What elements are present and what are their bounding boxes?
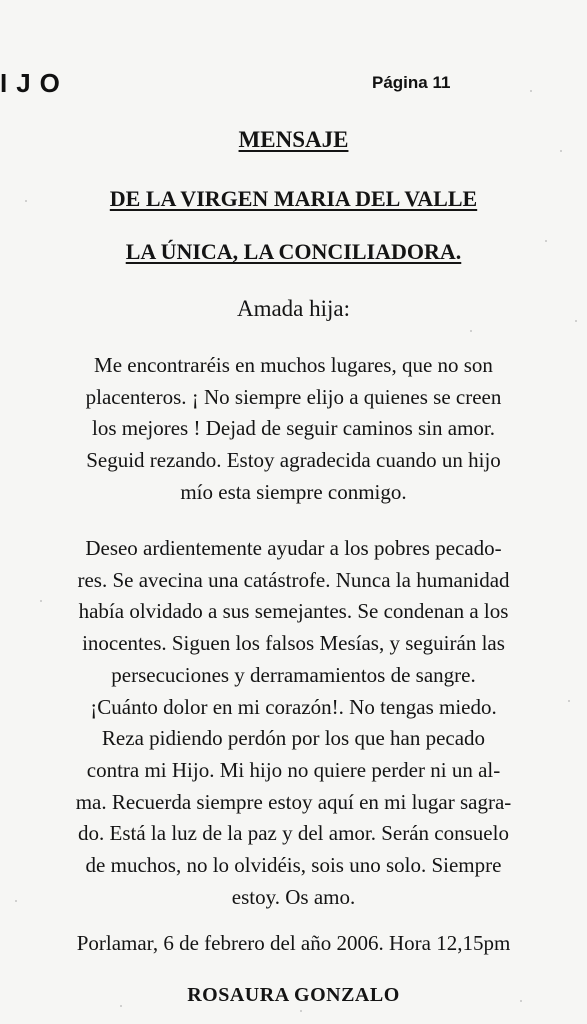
paragraph-line: ma. Recuerda siempre estoy aquí en mi lugar sagra- — [75, 789, 512, 814]
paragraph-line: persecuciones y derramamientos de sangre. — [111, 662, 476, 687]
title-conciliadora: LA ÚNICA, LA CONCILIADORA. — [125, 239, 462, 264]
paragraph-line: había olvidado a sus semejantes. Se condenan a los — [78, 599, 509, 624]
paragraph-line: estoy. Os amo. — [231, 884, 356, 909]
title-mensaje: MENSAJE — [238, 127, 349, 152]
paragraph-line: contra mi Hijo. Mi hijo no quiere perder ni un al- — [86, 757, 501, 782]
paragraph-line: Deseo ardientemente ayudar a los pobres pecado- — [85, 536, 502, 560]
page-number: Página 11 — [372, 73, 451, 92]
author-signature: ROSAURA GONZALO — [187, 984, 400, 1006]
title-virgen: DE LA VIRGEN MARIA DEL VALLE — [109, 186, 478, 211]
message-paragraph-1 — [10, 350, 577, 509]
paragraph-line: mío esta siempre conmigo. — [180, 479, 407, 504]
paragraph-line: ¡Cuánto dolor en mi corazón!. No tengas miedo. — [90, 694, 497, 719]
paragraph-line: Seguid rezando. Estoy agradecida cuando un hijo — [86, 448, 501, 473]
place-date-line: Porlamar, 6 de febrero del año 2006. Hora 12,15pm — [76, 931, 511, 955]
paragraph-line: de muchos, no lo olvidéis, sois uno solo. Siempre — [85, 853, 502, 878]
paragraph-line: Reza pidiendo perdón por los que han pecado — [101, 726, 486, 751]
message-paragraph-2 — [10, 533, 577, 913]
section-header-fragment: IJO — [0, 68, 69, 98]
paragraph-line: res. Se avecina una catástrofe. Nunca la humanidad — [77, 567, 510, 592]
paragraph-line: inocentes. Siguen los falsos Mesías, y seguirán las — [82, 631, 505, 656]
paragraph-line: los mejores ! Dejad de seguir caminos sin amor. — [92, 416, 495, 441]
greeting: Amada hija: — [236, 296, 351, 321]
paragraph-line: do. Está la luz de la paz y del amor. Serán consuelo — [78, 821, 509, 846]
paragraph-line: placenteros. ¡ No siempre elijo a quienes se creen — [85, 384, 502, 409]
paragraph-line: Me encontraréis en muchos lugares, que no son — [94, 353, 493, 377]
